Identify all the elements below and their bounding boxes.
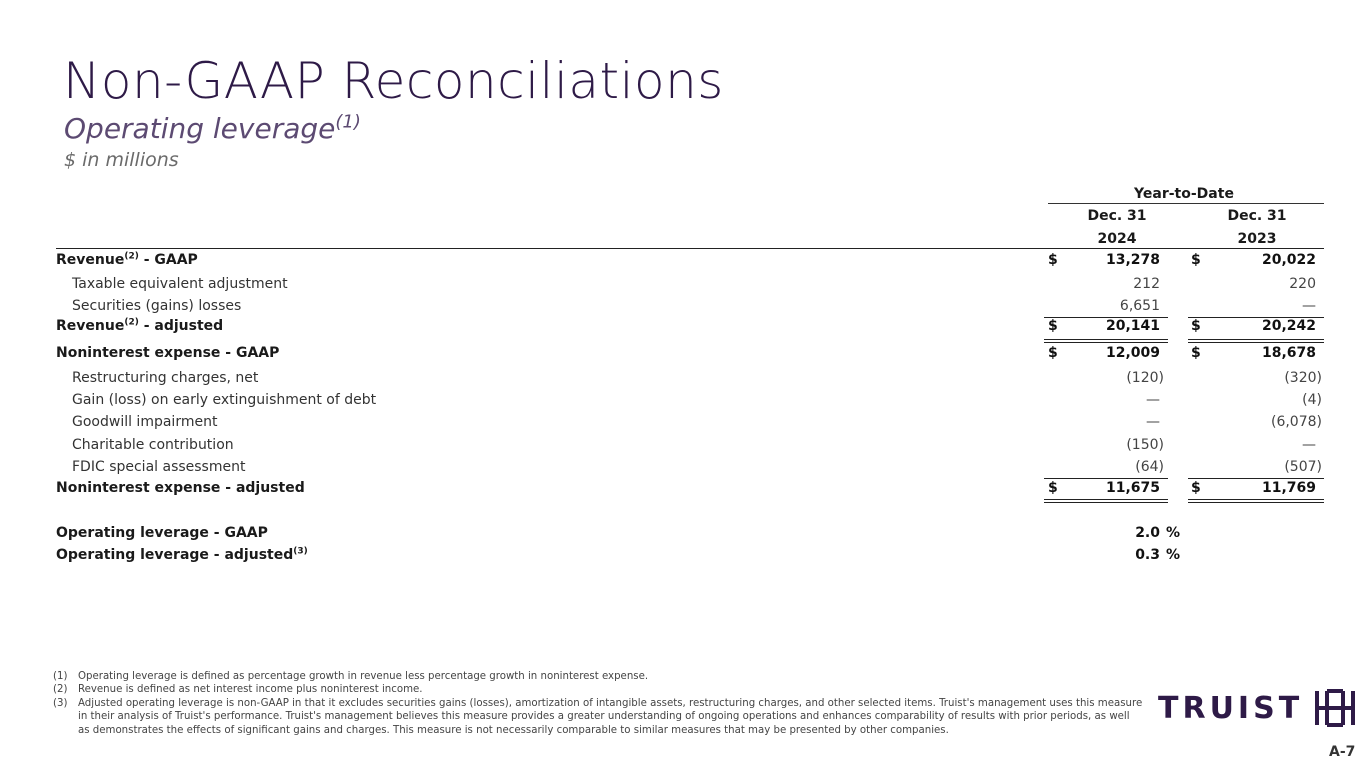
value-2023: — [1302, 298, 1316, 314]
value-2024: 20,141 [1105, 318, 1160, 334]
column-header-2-line1: Dec. 31 [1227, 208, 1287, 224]
column-header-1-line2: 2024 [1097, 231, 1137, 247]
page-number: A-7 [1329, 744, 1356, 760]
page-subtitle [64, 112, 361, 145]
value-2023: — [1302, 437, 1316, 453]
value-2023: 20,242 [1261, 318, 1316, 334]
table-row-charitable [56, 435, 1324, 457]
currency-symbol: $ [1048, 345, 1058, 361]
table-row-operating-leverage-adjusted: Operating leverage - adjusted$^{(3)}$ 0.3 % [56, 546, 1181, 563]
value-2024: 212 [1133, 276, 1160, 292]
total-rule-top [1044, 499, 1168, 500]
column-header-1-line1: Dec. 31 [1087, 208, 1147, 224]
table-row-taxable-adjustment [56, 274, 1324, 296]
column-header-2-line2: 2023 [1237, 231, 1277, 247]
value-2024: — [1146, 414, 1160, 430]
footnotes [53, 670, 1143, 737]
row-label: Noninterest expense - GAAP [56, 345, 280, 361]
row-label: Charitable contribution [72, 437, 234, 453]
period-header: Year-to-Date [1134, 186, 1234, 202]
value-2023: (6,078) [1270, 414, 1322, 430]
row-label: Gain (loss) on early extinguishment of debt [72, 392, 377, 408]
row-label: Goodwill impairment [72, 414, 218, 430]
value-2024: (120) [1126, 370, 1164, 386]
row-label: Securities (gains) losses [72, 298, 242, 314]
value-2023: (507) [1284, 459, 1322, 475]
currency-symbol: $ [1048, 252, 1058, 268]
currency-symbol: $ [1191, 345, 1201, 361]
row-label: Taxable equivalent adjustment [72, 276, 288, 292]
row-label: Revenue$^{(2)}$ - GAAP [56, 251, 198, 268]
subtitle-footnote-ref: (1) [335, 111, 361, 133]
table-row-noninterest-expense-gaap [56, 343, 1324, 365]
table-row-restructuring [56, 368, 1324, 390]
value-2024: (150) [1126, 437, 1164, 453]
footnote-3: (3) Adjusted operating leverage is non-GAAP in that it excludes securities gains (losses), amortization of intangible assets, restructuring charges, and other selected items. Truist's management uses this measure in their analysis of Truist's performance. Truist's management believes this measure provides a greater understanding of ongoing operations and enhances comparability of results with prior periods, as well as demonstrates the effects of significant gains and charges. This measure is not necessarily comparable to similar measures that may be presented by other companies. [53, 697, 1143, 736]
row-label: Noninterest expense - adjusted [56, 480, 305, 496]
currency-symbol: $ [1048, 318, 1058, 334]
table-row-noninterest-expense-adjusted [56, 478, 1324, 500]
footnote-1: (1) Operating leverage is defined as percentage growth in revenue less percentage growth in noninterest expense. [53, 671, 649, 682]
table-row-revenue-gaap [56, 250, 1324, 272]
value-2023: 20,022 [1261, 252, 1316, 268]
value-2024: 12,009 [1105, 345, 1160, 361]
footnote-2: (2) Revenue is defined as net interest income plus noninterest income. [53, 684, 423, 696]
header-rule [56, 248, 1324, 249]
table-row-revenue-adjusted [56, 316, 1324, 338]
value-2024: — [1146, 392, 1160, 408]
currency-symbol: $ [1191, 480, 1201, 496]
currency-symbol: $ [1191, 318, 1201, 334]
total-rule-top [1044, 339, 1168, 340]
row-label: Operating leverage - adjusted$^{(3)}$ [56, 546, 308, 563]
total-rule-bottom [1044, 502, 1168, 503]
subtitle-text: Operating leverage [64, 112, 336, 145]
row-label: Operating leverage - GAAP [56, 525, 268, 541]
row-label: Restructuring charges, net [72, 370, 259, 386]
truist-mark-icon [1313, 689, 1357, 727]
value-2024: 11,675 [1105, 480, 1160, 496]
value-2024: 6,651 [1119, 298, 1160, 314]
value-2023: (4) [1302, 392, 1322, 408]
total-rule-bottom [1188, 502, 1324, 503]
table-row-goodwill [56, 412, 1324, 434]
period-header-rule [1048, 203, 1324, 204]
table-row-gain-loss-debt [56, 390, 1324, 412]
currency-symbol: $ [1191, 252, 1201, 268]
row-label: Revenue$^{(2)}$ - adjusted [56, 317, 224, 334]
table-row-fdic [56, 457, 1324, 479]
total-rule-top [1188, 499, 1324, 500]
value-2023: 18,678 [1261, 345, 1316, 361]
value-2024: (64) [1135, 459, 1164, 475]
value-2023: 220 [1289, 276, 1316, 292]
currency-symbol: $ [1048, 480, 1058, 496]
page-title: Non-GAAP Reconciliations [63, 52, 724, 110]
truist-logo [1158, 688, 1357, 728]
units-note: $ in millions [64, 149, 179, 171]
table-row-securities [56, 296, 1324, 318]
row-label: FDIC special assessment [72, 459, 246, 475]
value-2023: 11,769 [1261, 480, 1316, 496]
value-2023: (320) [1284, 370, 1322, 386]
total-rule-top [1188, 339, 1324, 340]
value-2024: 13,278 [1105, 252, 1160, 268]
table-row-operating-leverage-gaap: Operating leverage - GAAP 2.0 % [56, 525, 1181, 541]
logo-wordmark: TRUIST [1158, 690, 1304, 726]
